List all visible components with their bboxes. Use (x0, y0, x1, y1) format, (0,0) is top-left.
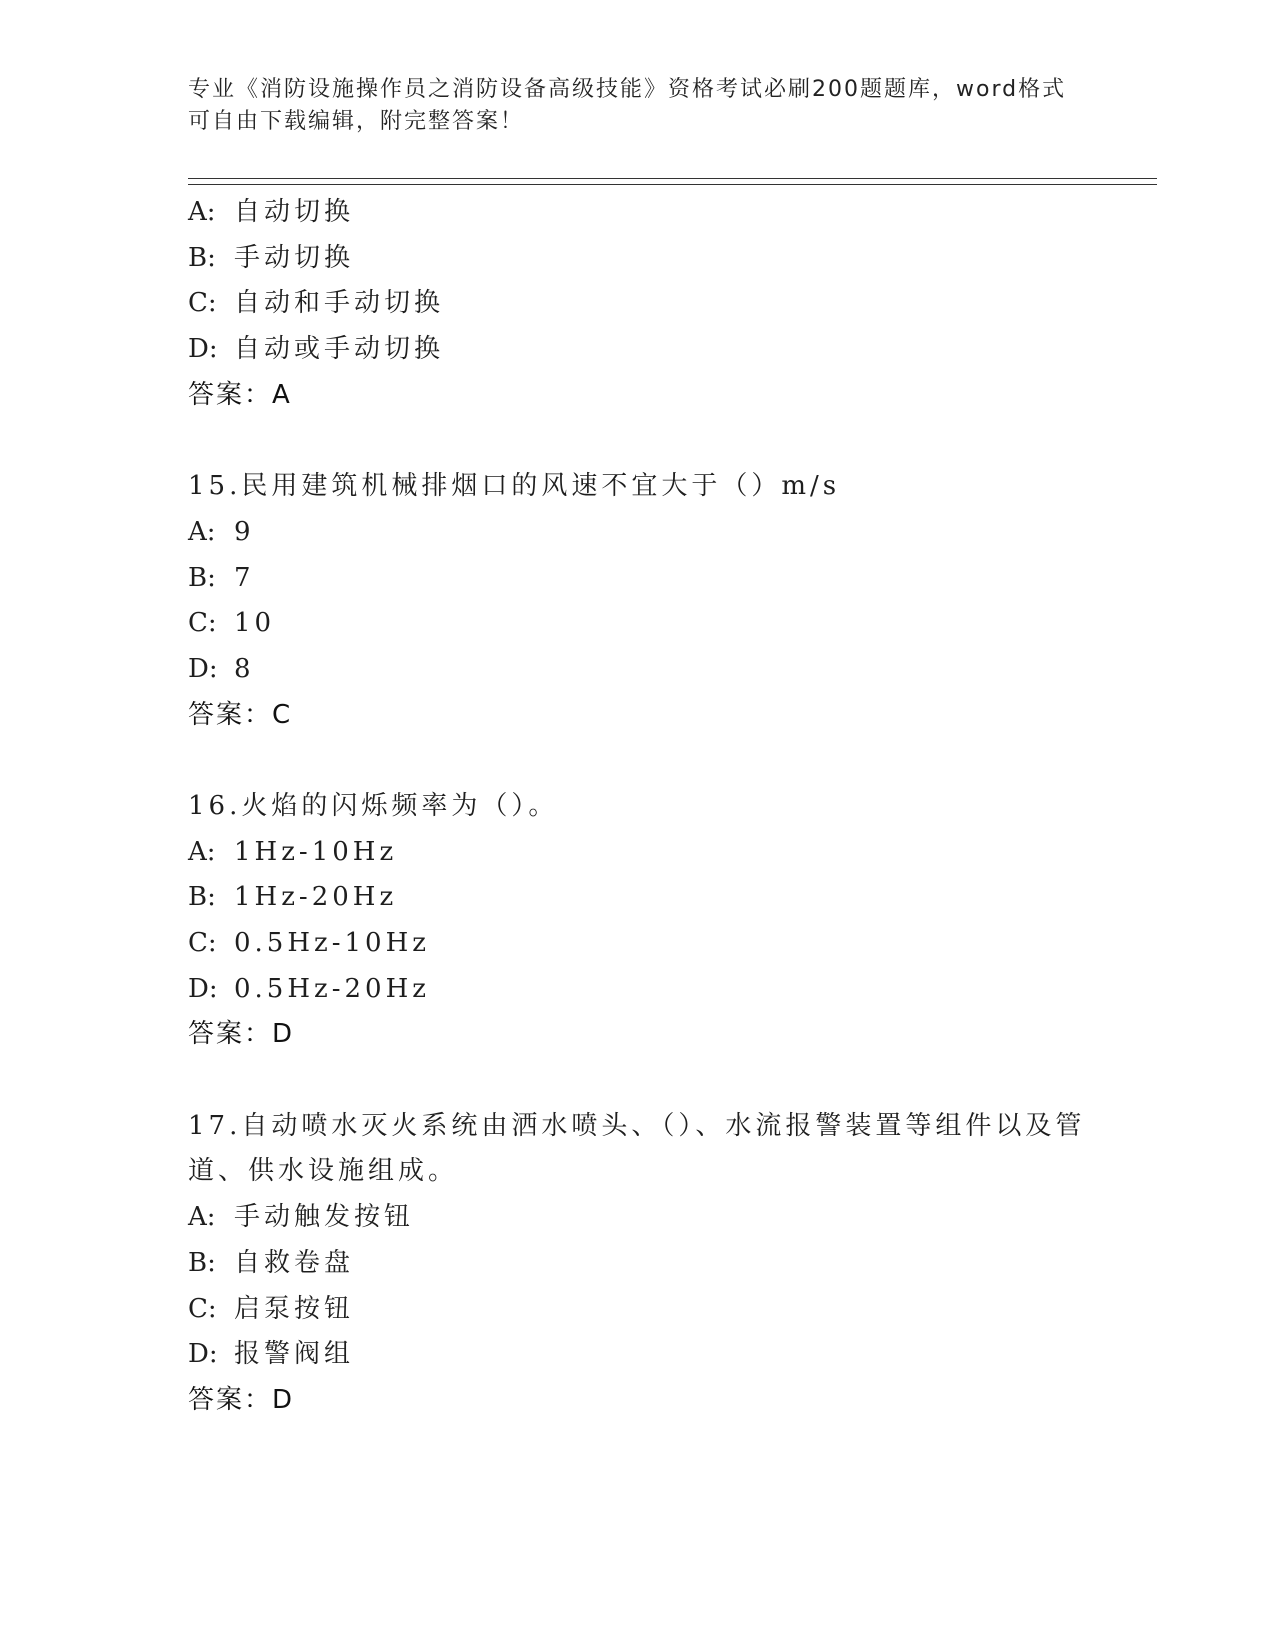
option-text: 启泵按钮 (234, 1293, 355, 1324)
option-label: B: (188, 242, 216, 273)
option-label: D: (188, 653, 218, 684)
option-text: 手动触发按钮 (234, 1202, 415, 1233)
option-a (188, 1195, 1088, 1241)
option-label: A: (188, 516, 216, 547)
option-label: A: (188, 836, 216, 867)
option-text: 8 (234, 653, 255, 684)
question-stem: 15.民用建筑机械排烟口的风速不宜大于（）m/s (188, 471, 841, 502)
option-b (188, 556, 1088, 602)
option-d (188, 647, 1088, 693)
option-text: 9 (234, 516, 255, 547)
option-c (188, 601, 1088, 647)
option-label: C: (188, 608, 217, 639)
spacer (188, 1058, 1088, 1104)
option-label: D: (188, 1339, 218, 1370)
option-label: C: (188, 928, 217, 959)
option-d (188, 1332, 1088, 1378)
answer-line: 答案：D (188, 1019, 295, 1050)
option-text: 手动切换 (234, 242, 355, 273)
option-text: 10 (234, 608, 276, 639)
option-a (188, 510, 1088, 556)
option-text: 自动切换 (234, 197, 355, 227)
header-divider-bottom (188, 184, 1157, 185)
option-text: 1Hz-20Hz (234, 882, 398, 913)
option-a (188, 830, 1088, 876)
question-stem: 16.火焰的闪烁频率为（）。 (188, 790, 559, 821)
option-label: C: (188, 288, 217, 319)
option-text: 0.5Hz-10Hz (234, 928, 430, 959)
option-label: A: (188, 197, 216, 227)
option-c (188, 1287, 1088, 1333)
option-text: 自动或手动切换 (234, 334, 445, 365)
option-text: 自救卷盘 (234, 1247, 355, 1278)
answer-line: 答案：A (188, 379, 292, 410)
option-label: C: (188, 1293, 217, 1324)
option-text: 自动和手动切换 (234, 288, 445, 319)
option-c (188, 921, 1088, 967)
header-title: 专业《消防设施操作员之消防设备高级技能》资格考试必刷200题题库，word格式可自由下载编辑，附完整答案！ (188, 77, 1067, 134)
option-d (188, 327, 1088, 373)
spacer (188, 738, 1088, 784)
question-list (188, 190, 1088, 1424)
question-block-16 (188, 784, 1088, 1058)
option-b (188, 875, 1088, 921)
option-b (188, 236, 1088, 282)
question-stem: 17.自动喷水灭火系统由洒水喷头、（）、水流报警装置等组件以及管道、供水设施组成。 (188, 1110, 1086, 1187)
option-label: A: (188, 1202, 216, 1233)
header-divider-top (188, 178, 1157, 179)
option-text: 报警阀组 (234, 1339, 355, 1370)
answer-line: 答案：C (188, 699, 293, 730)
option-text: 0.5Hz-20Hz (234, 973, 430, 1004)
option-label: D: (188, 334, 218, 365)
document-header (188, 74, 1068, 138)
option-d (188, 967, 1088, 1013)
question-block-15 (188, 464, 1088, 738)
option-a (188, 190, 1088, 236)
option-text: 7 (234, 562, 255, 593)
option-b (188, 1241, 1088, 1287)
option-c (188, 281, 1088, 327)
question-block-17 (188, 1104, 1088, 1424)
option-text: 1Hz-10Hz (234, 836, 398, 867)
option-label: B: (188, 882, 216, 913)
option-label: D: (188, 973, 218, 1004)
option-label: B: (188, 1247, 216, 1278)
answer-line: 答案：D (188, 1384, 295, 1415)
question-block-14 (188, 190, 1088, 418)
option-label: B: (188, 562, 216, 593)
spacer (188, 418, 1088, 464)
